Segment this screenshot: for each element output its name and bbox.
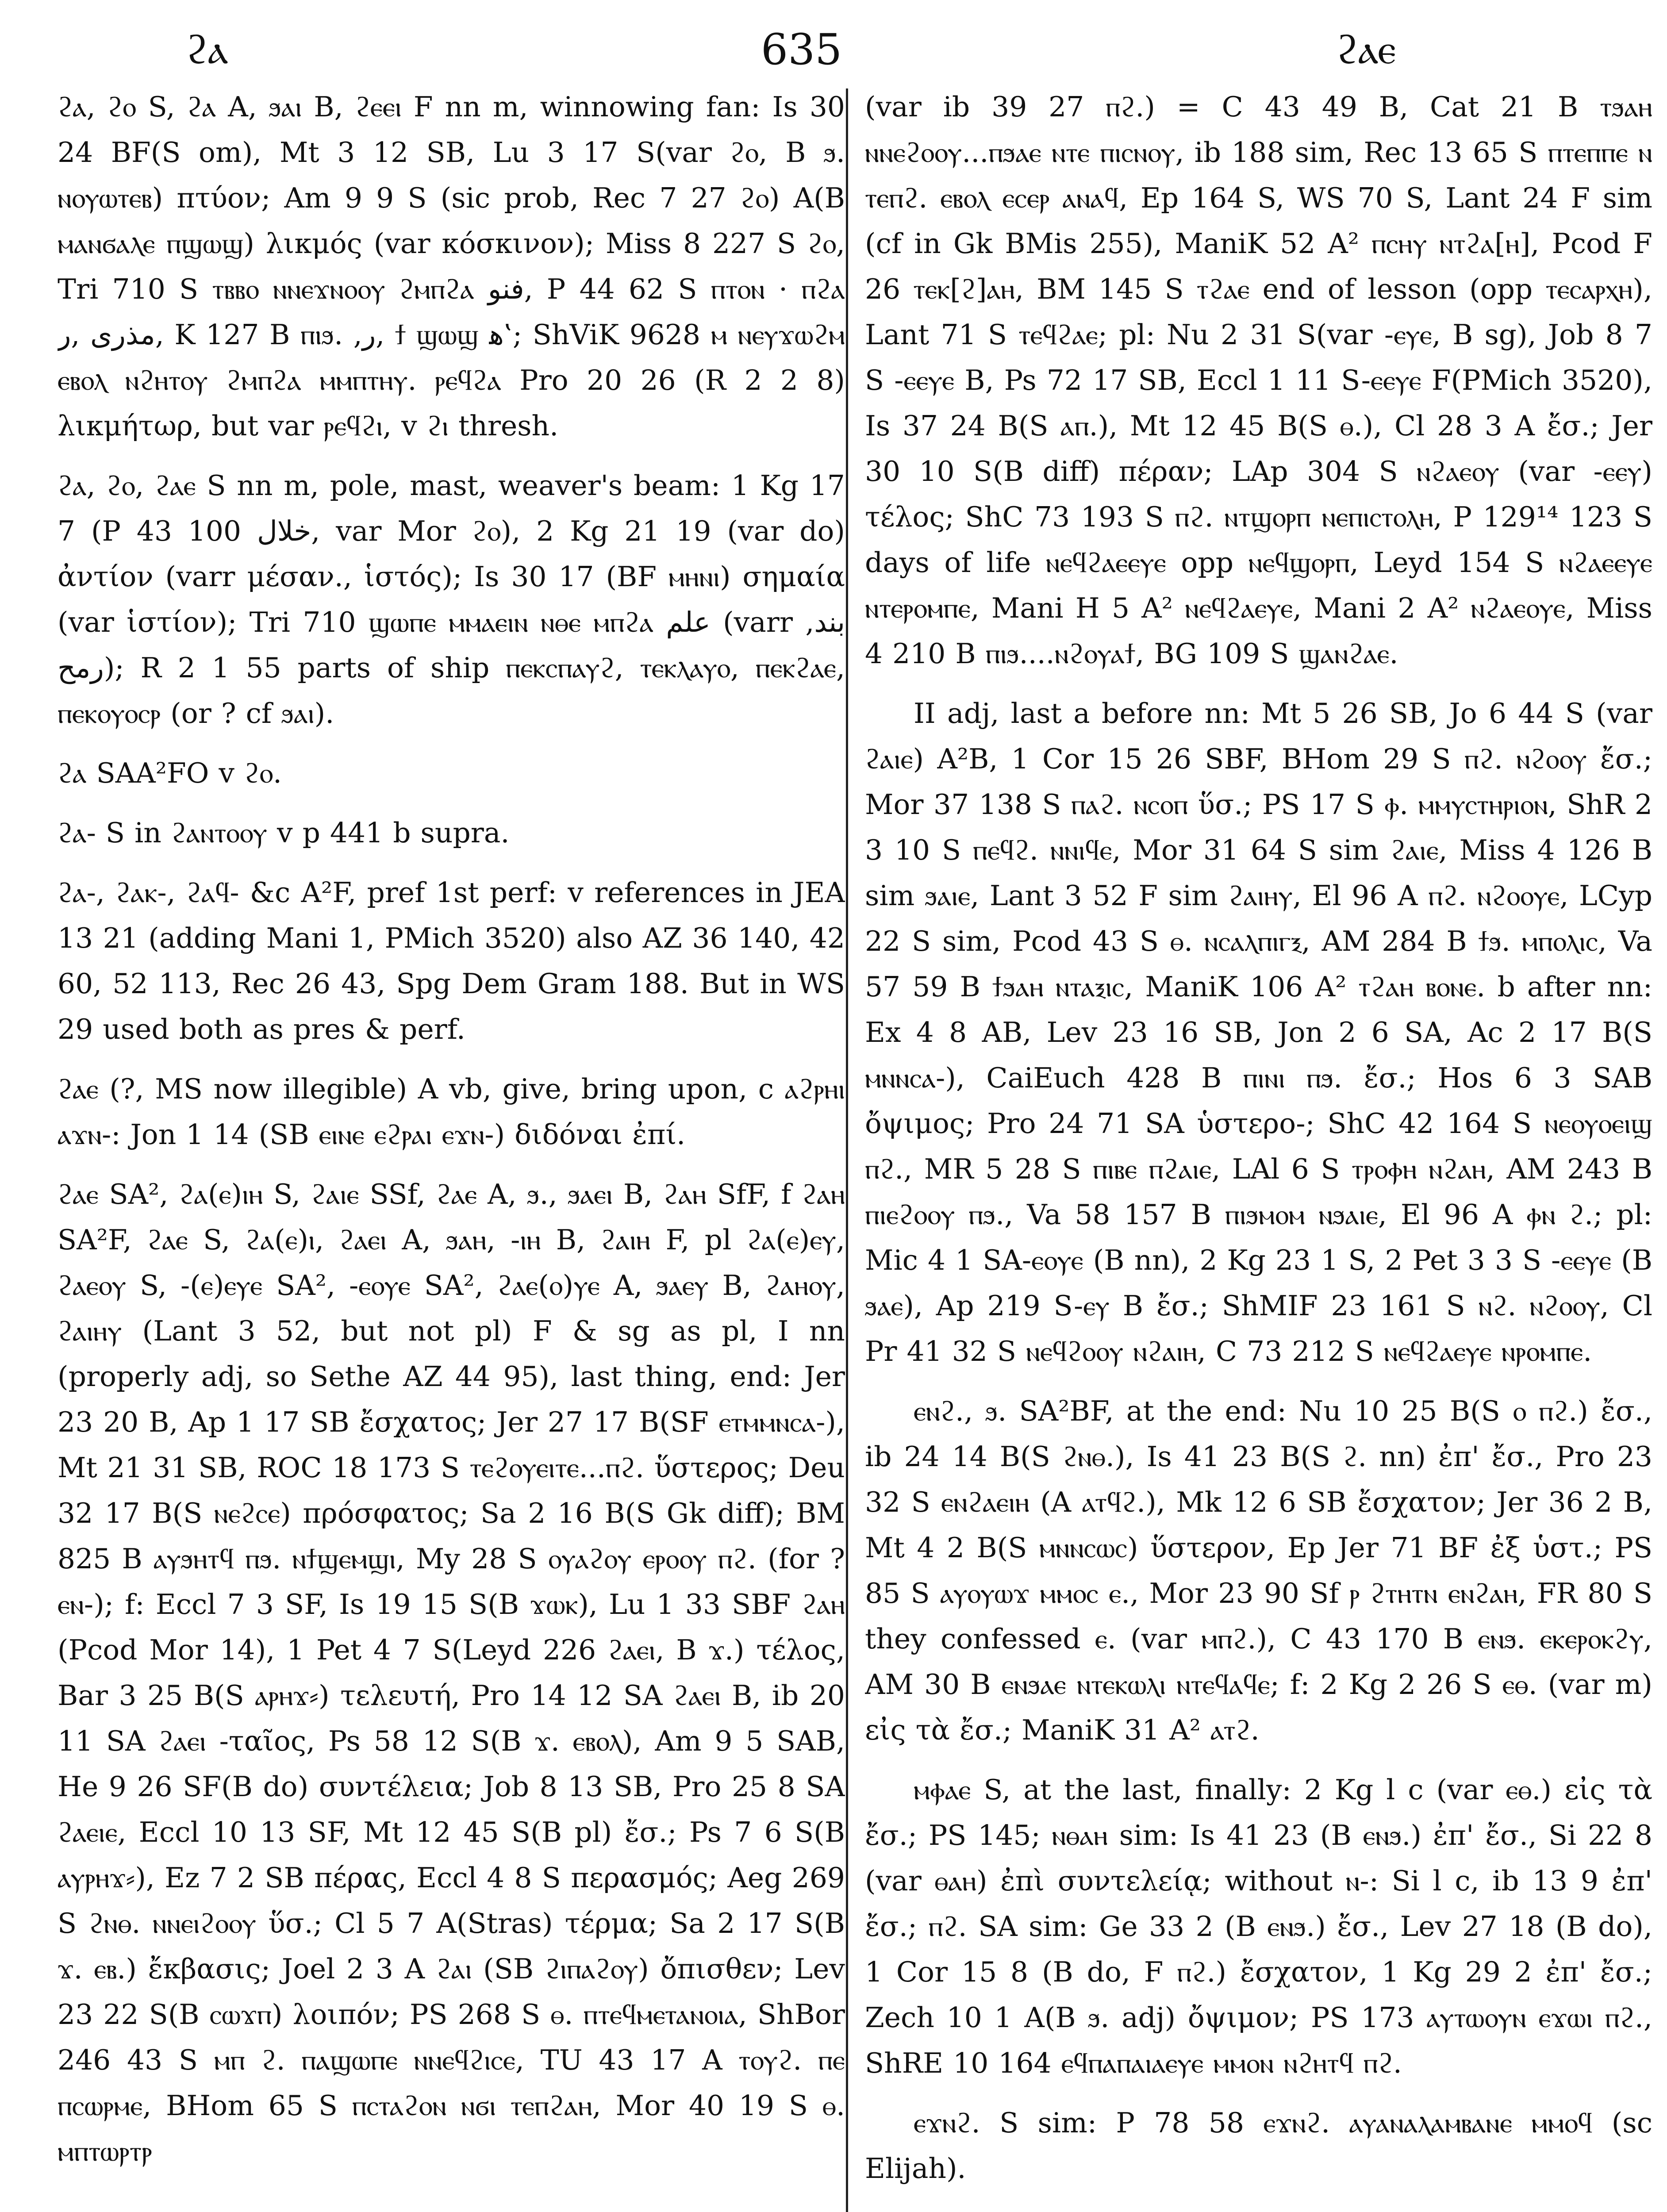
entry-winnowing-fan: ϩⲁ, ϩⲟ S, ϩⲁ A, ϧⲁⲓ B, ϩⲉⲉⲓ F nn m, winnowing fan: Is 30 24 BF(S om), Mt 3 12 SB, Lu 3 17 S(var ϩⲟ, B ϧ. ⲛⲟⲩⲱⲧⲉⲃ) πτύον; Am 9 9 S (sic prob, Rec 7 27 ϩⲟ) A(B ⲙⲁⲛϭⲁⲗⲉ ⲡϣⲱϣ) λικμός (var κόσκινον); Miss 8 227 S ϩⲟ, Tri 710 S ⲧⲃⲃⲟ ⲛⲛⲉϫⲛⲟⲟⲩ ϩⲙⲡϩⲁ ﻓﻨﻮ, P 44 62 S ⲡⲧⲟⲛ · ⲡϩⲁ ﻣﺬﺭﻯ ,ﺭ, K 127 B ⲡⲓϧ. ,ﺭ, ϯ ϣⲱϣ ﻫ‛; ShViK 9628 ⲙ ⲛⲉⲩϫⲱϩⲙ ⲉⲃⲟⲗ ⲛϩⲏⲧⲟⲩ ϩⲙⲡϩⲁ ⲙⲙⲡⲧⲏⲩ. ⲣⲉϥϩⲁ Pro 20 26 (R 2 2 8) λικμήτωρ, but var ⲣⲉϥϩⲓ, v ϩⲓ thresh. — [58, 91, 845, 442]
page-header — [0, 23, 1667, 89]
entry-at-the-last — [865, 2205, 1652, 2212]
entry-cross-ref-ho: ϩⲁ SAA²FO v ϩⲟ. — [58, 757, 282, 789]
entry-finally: ⲙⲫⲁⲉ S, at the last, finally: 2 Kg l c (var ⲉⲑ.) εἰς τὰ ἔσ.; PS 145; ⲛⲑⲁⲏ sim: Is 41 23 (B ⲉⲛϧ.) ἐπ' ἔσ., Si 22 8 (var ⲑⲁⲏ) ἐπὶ συντελείᾳ; without ⲛ-: Si l c, ib 13 9 ἐπ' ἔσ.; ⲡϩ. SA sim: Ge 33 2 (B ⲉⲛϧ.) ἔσ., Lev 27 18 (B do), 1 Cor 15 8 (B do, F ⲡϩ.) ἔσχατον, 1 Kg 29 2 ἐπ' ἔσ.; Zech 10 1 A(B ϧ. adj) ὄψιμον; PS 173 ⲁⲩⲧⲱⲟⲩⲛ ⲉϫⲱⲓ ⲡϩ., ShRE 10 164 ⲉϥⲡⲁⲡⲁⲓⲁⲉⲩⲉ ⲙⲙⲟⲛ ⲛϩⲏⲧϥ ⲡϩ. — [865, 1774, 1652, 2079]
right-column — [865, 84, 1652, 2212]
right-running-head: ϩⲁⲉ — [1336, 26, 1396, 73]
entry-at-the-end: ⲉⲛϩ., ϧ. SA²BF, at the end: Nu 10 25 B(S ⲟ ⲡϩ.) ἔσ., ib 24 14 B(S ϩⲛⲑ.), Is 41 23 B(S ϩ. nn) ἐπ' ἔσ., Pro 23 32 S ⲉⲛϩⲁⲉⲓⲏ (A ⲁⲧϥϩ.), Mk 12 6 SB ἔσχατον; Jer 36 2 B, Mt 4 2 B(S ⲙⲛⲛⲥⲱⲥ) ὕστερον, Ep Jer 71 BF ἐξ ὑστ.; PS 85 S ⲁⲩⲟⲩⲱϫ ⲙⲙⲟⲥ ⲉ., Mor 23 90 Sf ⲣ ϩⲧⲏⲧⲛ ⲉⲛϩⲁⲏ, FR 80 S they confessed ⲉ. (var ⲙⲡϩ.), C 43 170 B ⲉⲛϧ. ⲉⲕⲉⲣⲟⲕϩⲩ, AM 30 B ⲉⲛϧⲁⲉ ⲛⲧⲉⲕⲱⲗⲓ ⲛⲧⲉϥⲁϥⲉ; f: 2 Kg 2 26 S ⲉⲑ. (var m) εἰς τὰ ἔσ.; ManiK 31 A² ⲁⲧϩ. — [865, 1395, 1652, 1746]
entry-cross-ref-hantoou: ϩⲁ- S in ϩⲁⲛⲧⲟⲟⲩ v p 441 b supra. — [58, 817, 510, 849]
entry-adjective-last: II adj, last a before nn: Mt 5 26 SB, Jo 6 44 S (var ϩⲁⲓⲉ) A²B, 1 Cor 15 26 SBF, BHom 29 S ⲡϩ. ⲛϩⲟⲟⲩ ἔσ.; Mor 37 138 S ⲡⲁϩ. ⲛⲥⲟⲡ ὕσ.; PS 17 S ⲫ. ⲙⲙⲩⲥⲧⲏⲣⲓⲟⲛ, ShR 2 3 10 S ⲡⲉϥϩ. ⲛⲛⲓϥⲉ, Mor 31 64 S sim ϩⲁⲓⲉ, Miss 4 126 B sim ϧⲁⲓⲉ, Lant 3 52 F sim ϩⲁⲓⲏⲩ, El 96 A ⲡϩ. ⲛϩⲟⲟⲩⲉ, LCyp 22 S sim, Pcod 43 S ⲑ. ⲛⲥⲁⲗⲡⲓⲅⲝ, AM 284 B ϯϧ. ⲙⲡⲟⲗⲓⲥ, Va 57 59 B ϯϧⲁⲏ ⲛⲧⲁⲝⲓⲥ, ManiK 106 A² ⲧϩⲁⲏ ⲃⲟⲛⲉ. b after nn: Ex 4 8 AB, Lev 23 16 SB, Jon 2 6 SA, Ac 2 17 B(S ⲙⲛⲛⲥⲁ-), CaiEuch 428 B ⲡⲓⲛⲓ ⲡϧ. ἔσ.; Hos 6 3 SAB ὄψιμος; Pro 24 71 SA ὑστερο-; ShC 42 164 S ⲛⲉⲟⲩⲟⲉⲓϣ ⲡϩ., MR 5 28 S ⲡⲓⲃⲉ ⲡϩⲁⲓⲉ, LAl 6 S ⲧⲣⲟⲫⲏ ⲛϩⲁⲏ, AM 243 B ⲡⲓⲉϩⲟⲟⲩ ⲡϧ., Va 58 157 B ⲡⲓϧⲙⲟⲙ ⲛϧⲁⲓⲉ, El 96 A ⲫⲛ ϩ.; pl: Mic 4 1 SA-ⲉⲟⲩⲉ (B nn), 2 Kg 23 1 S, 2 Pet 3 3 S -ⲉⲉⲩⲉ (B ϧⲁⲉ), Ap 219 S-ⲉⲩ B ἔσ.; ShMIF 23 161 S ⲛϩ. ⲛϩⲟⲟⲩ, Cl Pr 41 32 S ⲛⲉϥϩⲟⲟⲩ ⲛϩⲁⲓⲏ, C 73 212 S ⲛⲉϥϩⲁⲉⲩⲉ ⲛⲣⲟⲙⲡⲉ. — [865, 697, 1652, 1367]
entry-last-thing-end: ϩⲁⲉ SA², ϩⲁ(ⲉ)ⲓⲏ S, ϩⲁⲓⲉ SSf, ϩⲁⲉ A, ϧ., ϧⲁⲉⲓ B, ϩⲁⲏ SfF, f ϩⲁⲏ SA²F, ϩⲁⲉ S, ϩⲁ(ⲉ)ⲓ, ϩⲁⲉⲓ A, ϧⲁⲏ, -ⲓⲏ B, ϩⲁⲓⲏ F, pl ϩⲁ(ⲉ)ⲉⲩ, ϩⲁⲉⲟⲩ S, -(ⲉ)ⲉⲩⲉ SA², -ⲉⲟⲩⲉ SA², ϩⲁⲉ(ⲟ)ⲩⲉ A, ϧⲁⲉⲩ B, ϩⲁⲏⲟⲩ, ϩⲁⲓⲏⲩ (Lant 3 52, but not pl) F & sg as pl, I nn (properly adj, so Sethe AZ 44 95), last thing, end: Jer 23 20 B, Ap 1 17 SB ἔσχατος; Jer 27 17 B(SF ⲉⲧⲙⲙⲛⲥⲁ-), Mt 21 31 SB, ROC 18 173 S ⲧⲉϩⲟⲩⲉⲓⲧⲉ...ⲡϩ. ὕστερος; Deu 32 17 B(S ⲛⲉϩⲥⲉ) πρόσφατος; Sa 2 16 B(S Gk diff); BM 825 B ⲁⲩϧⲏⲧϥ ⲡϧ. ⲛϯϣⲉⲙϣⲓ, My 28 S ⲟⲩⲁϩⲟⲩ ⲉⲣⲟⲟⲩ ⲡϩ. (for ? ⲉⲛ-); f: Eccl 7 3 SF, Is 19 15 S(B ϫⲱⲕ), Lu 1 33 SBF ϩⲁⲏ (Pcod Mor 14), 1 Pet 4 7 S(Leyd 226 ϩⲁⲉⲓ, B ϫ.) τέλος, Bar 3 25 B(S ⲁⲣⲏϫ⸗) τελευτή, Pro 14 12 SA ϩⲁⲉⲓ B, ib 20 11 SA ϩⲁⲉⲓ -ταῖος, Ps 58 12 S(B ϫ. ⲉⲃⲟⲗ), Am 9 5 SAB, He 9 26 SF(B do) συντέλεια; Job 8 13 SB, Pro 25 8 SA ϩⲁⲉⲓⲉ, Eccl 10 13 SF, Mt 12 45 S(B pl) ἔσ.; Ps 7 6 S(B ⲁⲩⲣⲏϫ⸗), Ez 7 2 SB πέρας, Eccl 4 8 S περασμός; Aeg 269 S ϩⲛⲑ. ⲛⲛⲉⲓϩⲟⲟⲩ ὕσ.; Cl 5 7 A(Stras) τέρμα; Sa 2 17 S(B ϫ. ⲉⲃ.) ἔκβασις; Joel 2 3 A ϩⲁⲓ (SB ϩⲓⲡⲁϩⲟⲩ) ὄπισθεν; Lev 23 22 S(B ⲥⲱϫⲡ) λοιπόν; PS 268 S ⲑ. ⲡⲧⲉϥⲙⲉⲧⲁⲛⲟⲓⲁ, ShBor 246 43 S ⲙⲡ ϩ. ⲡⲁϣⲱⲡⲉ ⲛⲛⲉϥϩⲓⲥⲉ, TU 43 17 A ⲧⲟⲩϩ. ⲡⲉ ⲡⲥⲱⲣⲙⲉ, BHom 65 S ⲡⲥⲧⲁϩⲟⲛ ⲛϭⲓ ⲧⲉⲡϩⲁⲏ, Mor 40 19 S ⲑ. ⲙⲡⲧⲱⲣⲧⲣ — [58, 1178, 845, 2167]
entry-ejenh-sim: ⲉϫⲛϩ. S sim: P 78 58 ⲉϫⲛϩ. ⲁⲩⲁⲛⲁⲗⲁⲙⲃⲁⲛⲉ ⲙⲙⲟϥ (sc Elijah). — [865, 2107, 1652, 2185]
entry-last-thing-continued: (var ib 39 27 ⲡϩ.) = C 43 49 B, Cat 21 B ⲧϧⲁⲏ ⲛⲛⲉϩⲟⲟⲩ...ⲡϧⲁⲉ ⲛⲧⲉ ⲡⲓⲥⲛⲟⲩ, ib 188 sim, Rec 13 65 S ⲡⲧⲉⲡⲡⲉ ⲛ ⲧⲉⲡϩ. ⲉⲃⲟⲗ ⲉⲥⲉⲣ ⲁⲛⲁϥ, Ep 164 S, WS 70 S, Lant 24 F sim (cf in Gk BMis 255), ManiK 52 A² ⲡⲥⲏⲩ ⲛⲧϩⲁ[ⲏ], Pcod F 26 ⲧⲉⲕ[ϩ]ⲁⲏ, BM 145 S ⲧϩⲁⲉ end of lesson (opp ⲧⲉⲥⲁⲣⲭⲏ), Lant 71 S ⲧⲉϥϩⲁⲉ; pl: Nu 2 31 S(var -ⲉⲩⲉ, B sg), Job 8 7 S -ⲉⲉⲩⲉ B, Ps 72 17 SB, Eccl 1 11 S-ⲉⲉⲩⲉ F(PMich 3520), Is 37 24 B(S ⲁⲡ.), Mt 12 45 B(S ⲑ.), Cl 28 3 A ἔσ.; Jer 30 10 S(B diff) πέραν; LAp 304 S ⲛϩⲁⲉⲟⲩ (var -ⲉⲉⲩ) τέλος; ShC 73 193 S ⲡϩ. ⲛⲧϣⲟⲣⲡ ⲛⲉⲡⲓⲥⲧⲟⲗⲏ, P 129¹⁴ 123 S days of life ⲛⲉϥϩⲁⲉⲉⲩⲉ opp ⲛⲉϥϣⲟⲣⲡ, Leyd 154 S ⲛϩⲁⲉⲉⲩⲉ ⲛⲧⲉⲣⲟⲙⲡⲉ, Mani H 5 A² ⲛⲉϥϩⲁⲉⲩⲉ, Mani 2 A² ⲛϩⲁⲉⲟⲩⲉ, Miss 4 210 B ⲡⲓϧ....ⲛϩⲟⲩⲁϯ, BG 109 S ϣⲁⲛϩⲁⲉ. — [865, 91, 1652, 670]
page-number: 635 — [761, 25, 842, 74]
entry-first-perfect-prefix: ϩⲁ-, ϩⲁⲕ-, ϩⲁϥ- &c A²F, pref 1st perf: v references in JEA 13 21 (adding Mani 1, PMich 3520) also AZ 36 140, 42 60, 52 113, Rec 26 43, Spg Dem Gram 188. But in WS 29 used both as pres & perf. — [58, 876, 845, 1045]
entry-pole-mast: ϩⲁ, ϩⲟ, ϩⲁⲉ S nn m, pole, mast, weaver's beam: 1 Kg 17 7 (P 43 100 ﺧﻼﻝ, var Mor ϩⲟ), 2 Kg 21 19 (var do) ἀντίον (varr μέσαν., ἱστός); Is 30 17 (BF ⲙⲏⲛⲓ) σημαία (var ἱστίον); Tri 710 ϣⲱⲡⲉ ⲙⲙⲁⲉⲓⲛ ⲛⲑⲉ ⲙⲡϩⲁ ﻋﻠﻢ (varr ﺑﻨﺪ, ﺭﻣﺢ); R 2 1 55 parts of ship ⲡⲉⲕⲥⲡⲁⲩϩ, ⲧⲉⲕⲗⲁⲩⲟ, ⲡⲉⲕϩⲁⲉ, ⲡⲉⲕⲟⲩⲟⲥⲣ (or ? cf ϧⲁⲓ). — [58, 469, 845, 730]
column-divider — [846, 88, 848, 2212]
entry-give-bring-upon: ϩⲁⲉ (?, MS now illegible) A vb, give, bring upon, c ⲁϩⲣⲏⲓ ⲁϫⲛ-: Jon 1 14 (SB ⲉⲓⲛⲉ ⲉϩⲣⲁⲓ ⲉϫⲛ-) διδόναι ἐπί. — [58, 1073, 845, 1151]
left-running-head: ϩⲁ — [186, 26, 228, 73]
left-column — [58, 84, 845, 2212]
